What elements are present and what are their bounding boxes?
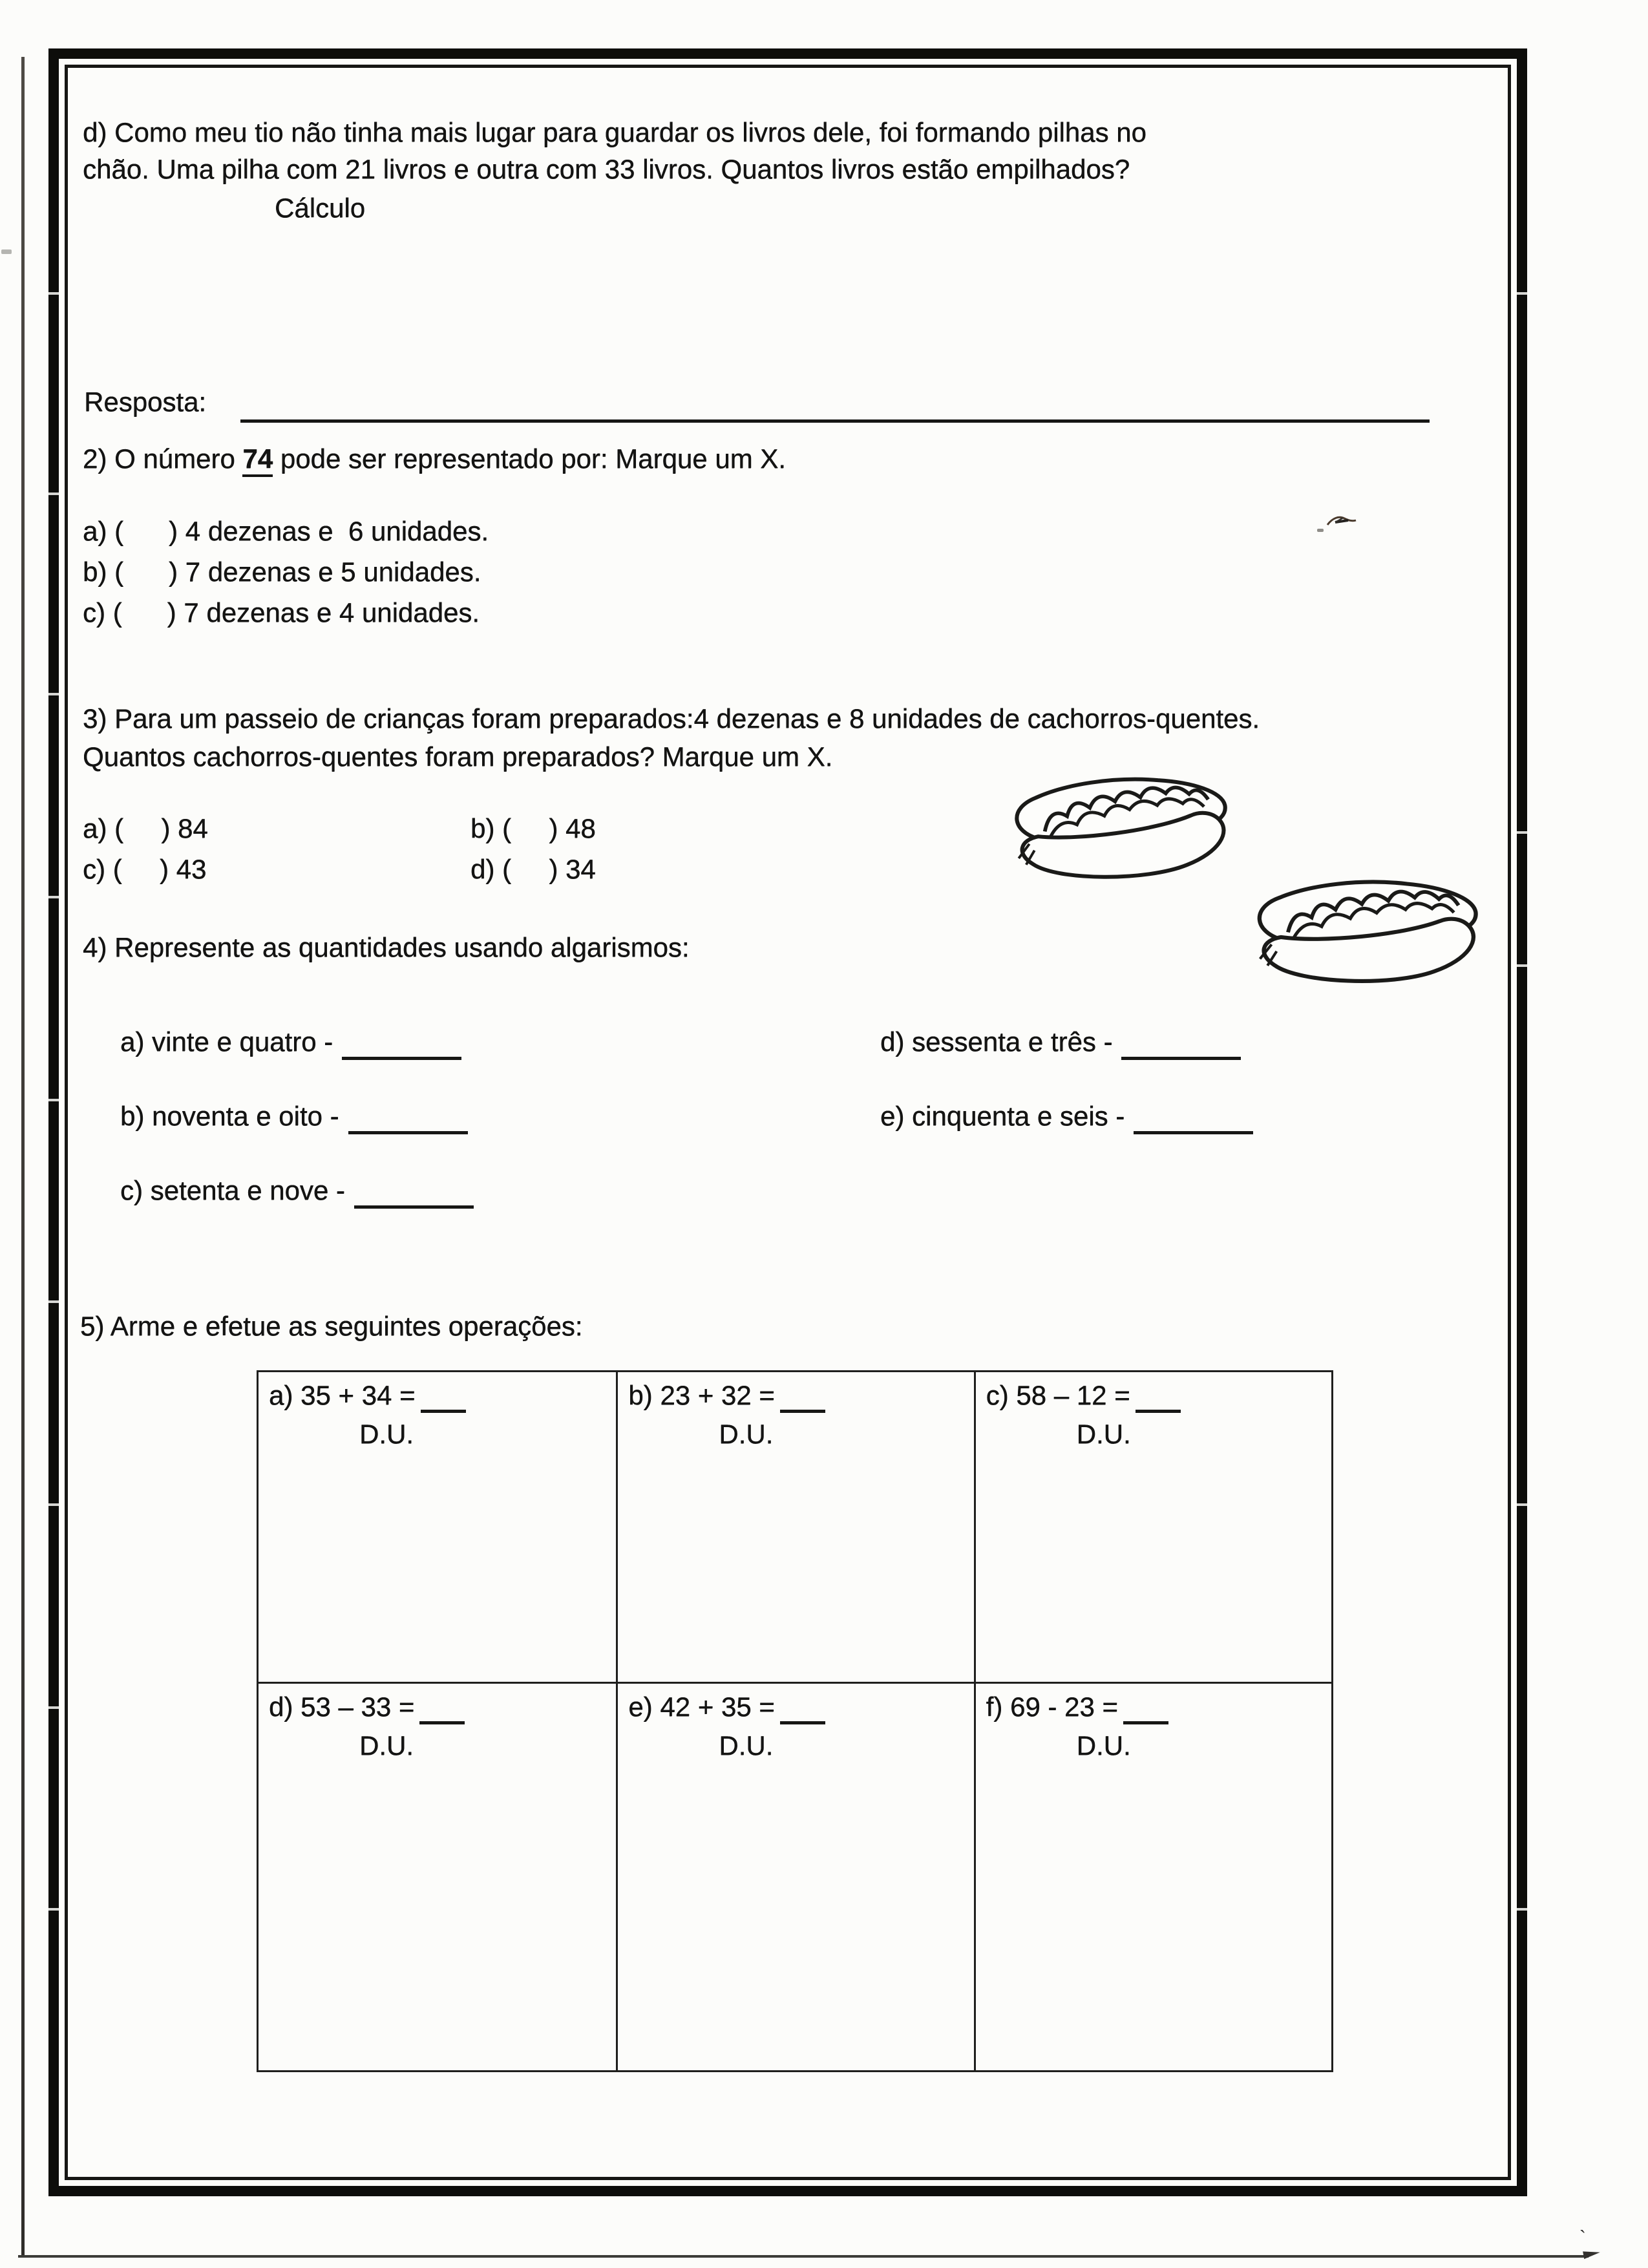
question-3-line1: 3) Para um passeio de crianças foram preparados:4 dezenas e 8 unidades de cachorros-quentes. [83,703,1260,734]
frame-joint [47,693,65,695]
operation-b: b) 23 + 32 = [628,1380,775,1410]
operation-a: a) 35 + 34 = [269,1380,416,1410]
question-d-text [83,114,1524,187]
question-5-heading: 5) Arme e efetue as seguintes operações: [80,1311,583,1341]
answer-blank [1134,1131,1253,1134]
frame-joint [47,292,65,295]
question-2-heading [83,443,786,474]
pencil-scribble-icon [1326,513,1357,530]
operation-f: f) 69 - 23 = [986,1691,1118,1722]
question-3-option-d: d) ( ) 34 [470,854,596,884]
du-label: D.U. [1076,1730,1131,1761]
result-blank [419,1721,465,1724]
question-2-option-b: b) ( ) 7 dezenas e 5 unidades. [83,556,481,587]
table-cell-d [259,1682,616,2070]
question-4-item-a-label: a) vinte e quatro - [120,1026,333,1057]
operation-c: c) 58 – 12 = [986,1380,1130,1410]
answer-blank [354,1205,474,1209]
question-4-heading: 4) Represente as quantidades usando algarismos: [83,932,690,962]
question-4-item-b-label: b) noventa e oito - [120,1101,339,1131]
du-label: D.U. [359,1419,414,1449]
result-blank [780,1721,825,1724]
frame-joint [1511,292,1528,295]
question-2-heading-post: pode ser representado por: Marque um X. [273,443,786,474]
scan-edge-line-bottom [18,2255,1589,2258]
answer-blank-line [240,419,1430,423]
question-2-heading-pre: 2) O número [83,443,243,474]
frame-joint [1511,831,1528,834]
table-cell-e [616,1682,973,2070]
question-3-text [83,699,1530,776]
question-4-item-d-label: d) sessenta e três - [880,1026,1113,1057]
table-cell-c [974,1372,1331,1682]
question-2-option-a: a) ( ) 4 dezenas e 6 unidades. [83,516,489,546]
du-label: D.U. [359,1730,414,1761]
question-4-item-b [120,1101,468,1132]
hotdog-illustration [1240,867,1497,992]
operations-table [257,1370,1333,2072]
result-blank [780,1410,825,1413]
question-4-item-c [120,1175,474,1206]
question-2-option-c: c) ( ) 7 dezenas e 4 unidades. [83,597,480,628]
frame-joint [47,896,65,898]
calculation-label: Cálculo [275,193,366,223]
frame-joint [47,493,65,495]
frame-joint [1511,1503,1528,1506]
pencil-dot-mark [1317,529,1324,532]
question-2-number: 74 [242,443,273,477]
question-4-item-d [880,1026,1241,1057]
table-cell-b [616,1372,973,1682]
answer-blank [1121,1057,1241,1060]
question-3-option-c: c) ( ) 43 [83,854,207,884]
scan-tick-mark: ` [1579,2227,1586,2249]
frame-joint [47,1300,65,1303]
question-3-option-b: b) ( ) 48 [470,813,596,843]
scan-edge-line-left [21,57,25,2257]
question-4-item-e [880,1101,1253,1132]
result-blank [1136,1410,1181,1413]
frame-joint [47,1908,65,1911]
answer-label: Resposta: [84,387,207,417]
du-label: D.U. [719,1419,774,1449]
question-4-item-a [120,1026,461,1057]
frame-joint [47,1503,65,1506]
du-label: D.U. [1076,1419,1131,1449]
question-d-line2: chão. Uma pilha com 21 livros e outra com 33 livros. Quantos livros estão empilhados? [83,154,1130,184]
question-d-line1: d) Como meu tio não tinha mais lugar para guardar os livros dele, foi formando pilhas no [83,117,1146,147]
du-label: D.U. [719,1730,774,1761]
frame-joint [1511,964,1528,967]
frame-joint [47,1099,65,1101]
answer-blank [348,1131,468,1134]
table-cell-f [974,1682,1331,2070]
frame-joint [47,1706,65,1709]
operation-d: d) 53 – 33 = [269,1691,415,1722]
result-blank [1123,1721,1168,1724]
answer-blank [342,1057,461,1060]
question-3-option-a: a) ( ) 84 [83,813,208,843]
frame-joint [1511,1908,1528,1911]
table-cell-a [259,1372,616,1682]
operation-e: e) 42 + 35 = [628,1691,775,1722]
question-4-item-e-label: e) cinquenta e seis - [880,1101,1125,1131]
question-4-item-c-label: c) setenta e nove - [120,1175,345,1205]
hotdog-illustration [997,761,1248,891]
scan-edge-arrow-mark [1583,2249,1601,2259]
result-blank [421,1410,466,1413]
question-3-line2: Quantos cachorros-quentes foram preparados? Marque um X. [83,741,833,772]
scan-speck [1,249,12,254]
